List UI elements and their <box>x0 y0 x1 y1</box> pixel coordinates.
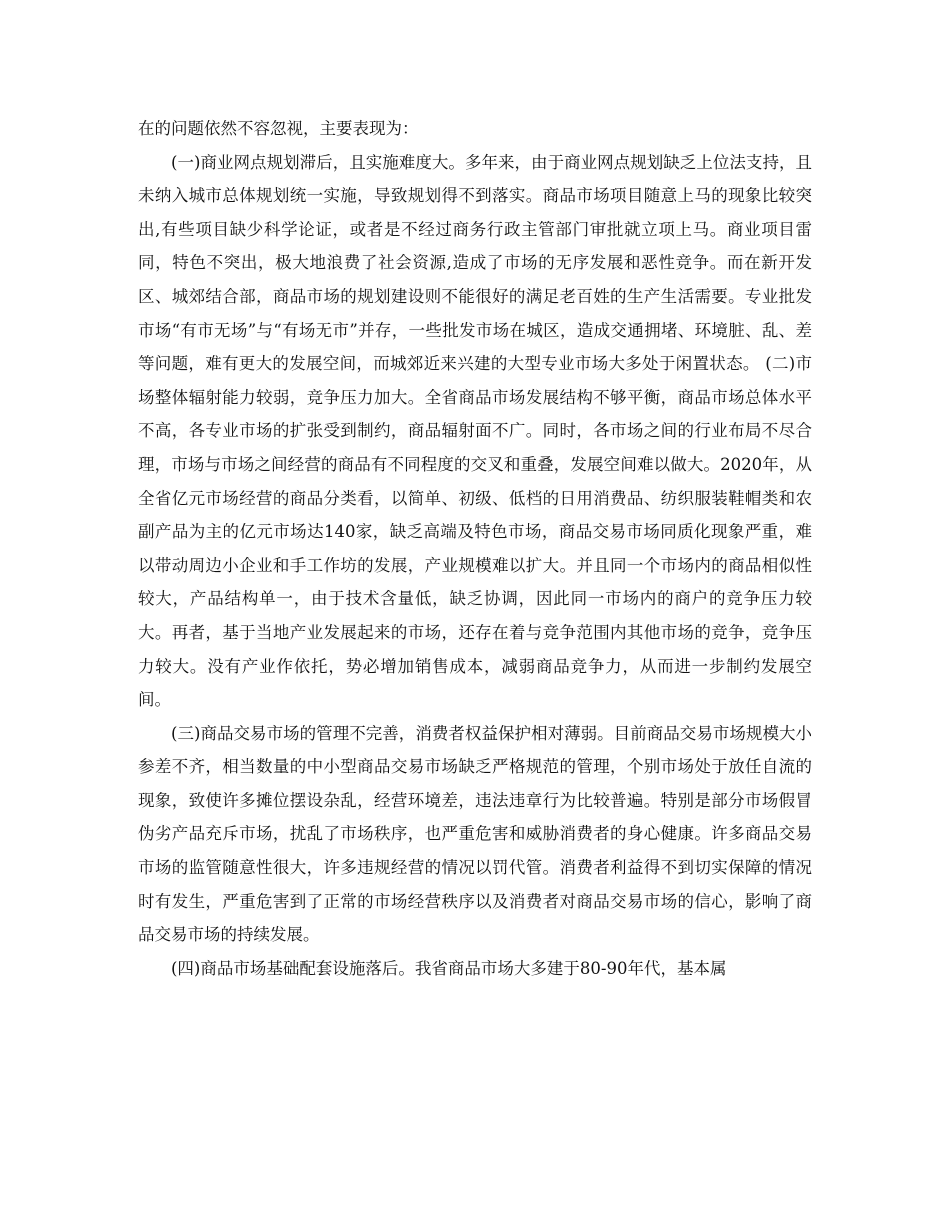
paragraph-section-3: (三)商品交易市场的管理不完善，消费者权益保护相对薄弱。目前商品交易市场规模大小参差不齐，相当数量的中小型商品交易市场缺乏严格规范的管理，个别市场处于放任自流的现象，致使许多摊位摆设杂乱，经营环境差，违法违章行为比较普遍。特别是部分市场假冒伪劣产品充斥市场，扰乱了市场秩序，也严重危害和威胁消费者的身心健康。许多商品交易市场的监管随意性很大，许多违规经营的情况以罚代管。消费者利益得不到切实保障的情况时有发生，严重危害到了正常的市场经营秩序以及消费者对商品交易市场的信心，影响了商品交易市场的持续发展。 <box>138 723 812 945</box>
paragraph-section-4: (四)商品市场基础配套设施落后。我省商品市场大多建于80-90年代，基本属 <box>171 958 727 978</box>
paragraph-section-1-2: (一)商业网点规划滞后，且实施难度大。多年来，由于商业网点规划缺乏上位法支持，且未纳入城市总体规划统一实施，导致规划得不到落实。商品市场项目随意上马的现象比较突出,有些项目缺少科学论证，或者是不经过商务行政主管部门审批就立项上马。商业项目雷同，特色不突出，极大地浪费了社会资源,造成了市场的无序发展和恶性竞争。而在新开发区、城郊结合部，商品市场的规划建设则不能很好的满足老百姓的生产生活需要。专业批发市场“有市无场”与“有场无市”并存，一些批发市场在城区，造成交通拥堵、环境脏、乱、差等问题，难有更大的发展空间，而城郊近来兴建的大型专业市场大多处于闲置状态。 (二)市场整体辐射能力较弱，竞争压力加大。全省商品市场发展结构不够平衡，商品市场总体水平不高，各专业市场的扩张受到制约，商品辐射面不广。同时，各市场之间的行业布局不尽合理，市场与市场之间经营的商品有不同程度的交叉和重叠，发展空间难以做大。2020年，从全省亿元市场经营的商品分类看，以简单、初级、低档的日用消费品、纺织服装鞋帽类和农副产品为主的亿元市场达140家，缺乏高端及特色市场，商品交易市场同质化现象严重，难以带动周边小企业和手工作坊的发展，产业规模难以扩大。并且同一个市场内的商品相似性较大，产品结构单一，由于技术含量低，缺乏协调，因此同一市场内的商户的竞争压力较大。再者，基于当地产业发展起来的市场，还存在着与竞争范围内其他市场的竞争，竞争压力较大。没有产业作依托，势必增加销售成本，减弱商品竞争力，从而进一步制约发展空间。 <box>138 152 812 710</box>
document-body <box>138 112 812 985</box>
paragraph-continuation: 在的问题依然不容忽视，主要表现为： <box>138 119 419 138</box>
